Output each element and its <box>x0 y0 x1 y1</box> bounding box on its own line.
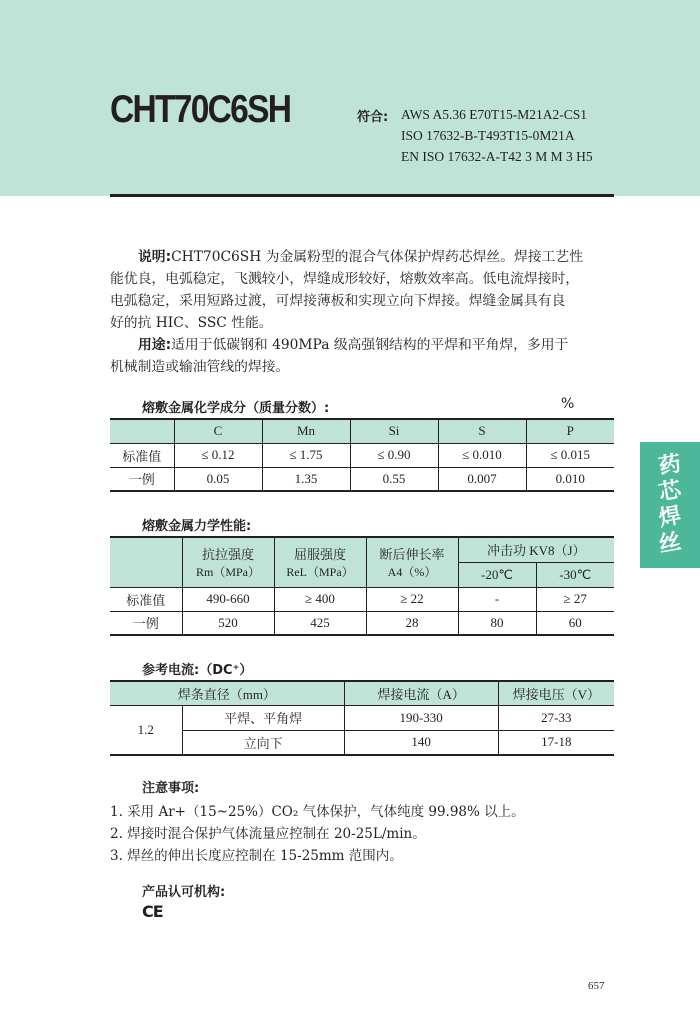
tab-char: 芯 <box>656 477 683 506</box>
table-row: 1.2 平焊、平角焊 190-330 27-33 <box>110 705 614 730</box>
table-header-row: 焊条直径（mm） 焊接电流（A） 焊接电压（V） <box>110 681 614 705</box>
chemistry-title: 熔敷金属化学成分（质量分数）: <box>142 401 330 416</box>
table-row: 一例 0.05 1.35 0.55 0.007 0.010 <box>110 467 614 491</box>
table-header-row: 抗拉强度 Rm（MPa） 屈服强度 ReL（MPa） 断后伸长率 A4（%） 冲击功 KV8（J） <box>110 537 614 562</box>
chemistry-unit: % <box>561 396 575 412</box>
certification-title: 产品认可机构: <box>142 885 226 900</box>
standard-aws: AWS A5.36 E70T15-M21A2-CS1 <box>401 107 588 122</box>
tab-char: 丝 <box>656 529 683 558</box>
tab-char: 药 <box>656 451 683 480</box>
description: 说明:CHT70C6SH 为金属粉型的混合气体保护焊药芯焊丝。焊接工艺性 能优良，电弧稳定，飞溅较小，焊缝成形较好，熔敷效率高。低电流焊接时， 电弧稳定，采用短路过渡，可焊接薄板和实现立向下焊接。焊缝金属具有良 好的抗 HIC、SSC 性能。 <box>110 249 584 331</box>
table-header-row: C Mn Si S P <box>110 419 614 443</box>
standard-iso: ISO 17632-B-T493T15-0M21A <box>401 128 575 143</box>
usage-label: 用途: <box>138 337 172 353</box>
note-item: 1. 采用 Ar+（15~25%）CO₂ 气体保护，气体纯度 99.98% 以上。 <box>110 804 525 820</box>
notes-title: 注意事项: <box>142 781 200 796</box>
note-item: 2. 焊接时混合保护气体流量应控制在 20-25L/min。 <box>110 826 426 842</box>
tab-char: 焊 <box>656 503 683 532</box>
standard-en-iso: EN ISO 17632-A-T42 3 M M 3 H5 <box>401 149 593 164</box>
table-row: 标准值 490-660 ≥ 400 ≥ 22 - ≥ 27 <box>110 587 614 611</box>
current-table <box>110 680 614 756</box>
table-subheader-row: -20℃ -30℃ <box>110 562 614 587</box>
page-number: 657 <box>588 980 605 992</box>
chemistry-table <box>110 418 614 492</box>
header-band <box>0 0 700 196</box>
product-title: CHT70C6SH <box>110 88 291 131</box>
table-row: 标准值 ≤ 0.12 ≤ 1.75 ≤ 0.90 ≤ 0.010 ≤ 0.015 <box>110 443 614 467</box>
current-title: 参考电流:（DC⁺） <box>142 663 253 678</box>
mechanical-title: 熔敷金属力学性能: <box>142 519 252 534</box>
mechanical-table <box>110 536 614 636</box>
standards-list <box>401 104 593 167</box>
category-tab <box>640 442 700 568</box>
usage: 用途:适用于低碳钢和 490MPa 级高强钢结构的平焊和平角焊，多用于 机械制造或输油管线的焊接。 <box>110 337 569 375</box>
table-row: 立向下 140 17-18 <box>110 730 614 755</box>
notes-list <box>110 801 525 867</box>
header-rule <box>110 194 614 197</box>
table-row: 一例 520 425 28 80 60 <box>110 611 614 635</box>
conform-label: 符合: <box>357 110 389 125</box>
description-label: 说明: <box>138 249 172 265</box>
note-item: 3. 焊丝的伸出长度应控制在 15-25mm 范围内。 <box>110 848 403 864</box>
ce-mark-icon: CE <box>142 902 163 921</box>
